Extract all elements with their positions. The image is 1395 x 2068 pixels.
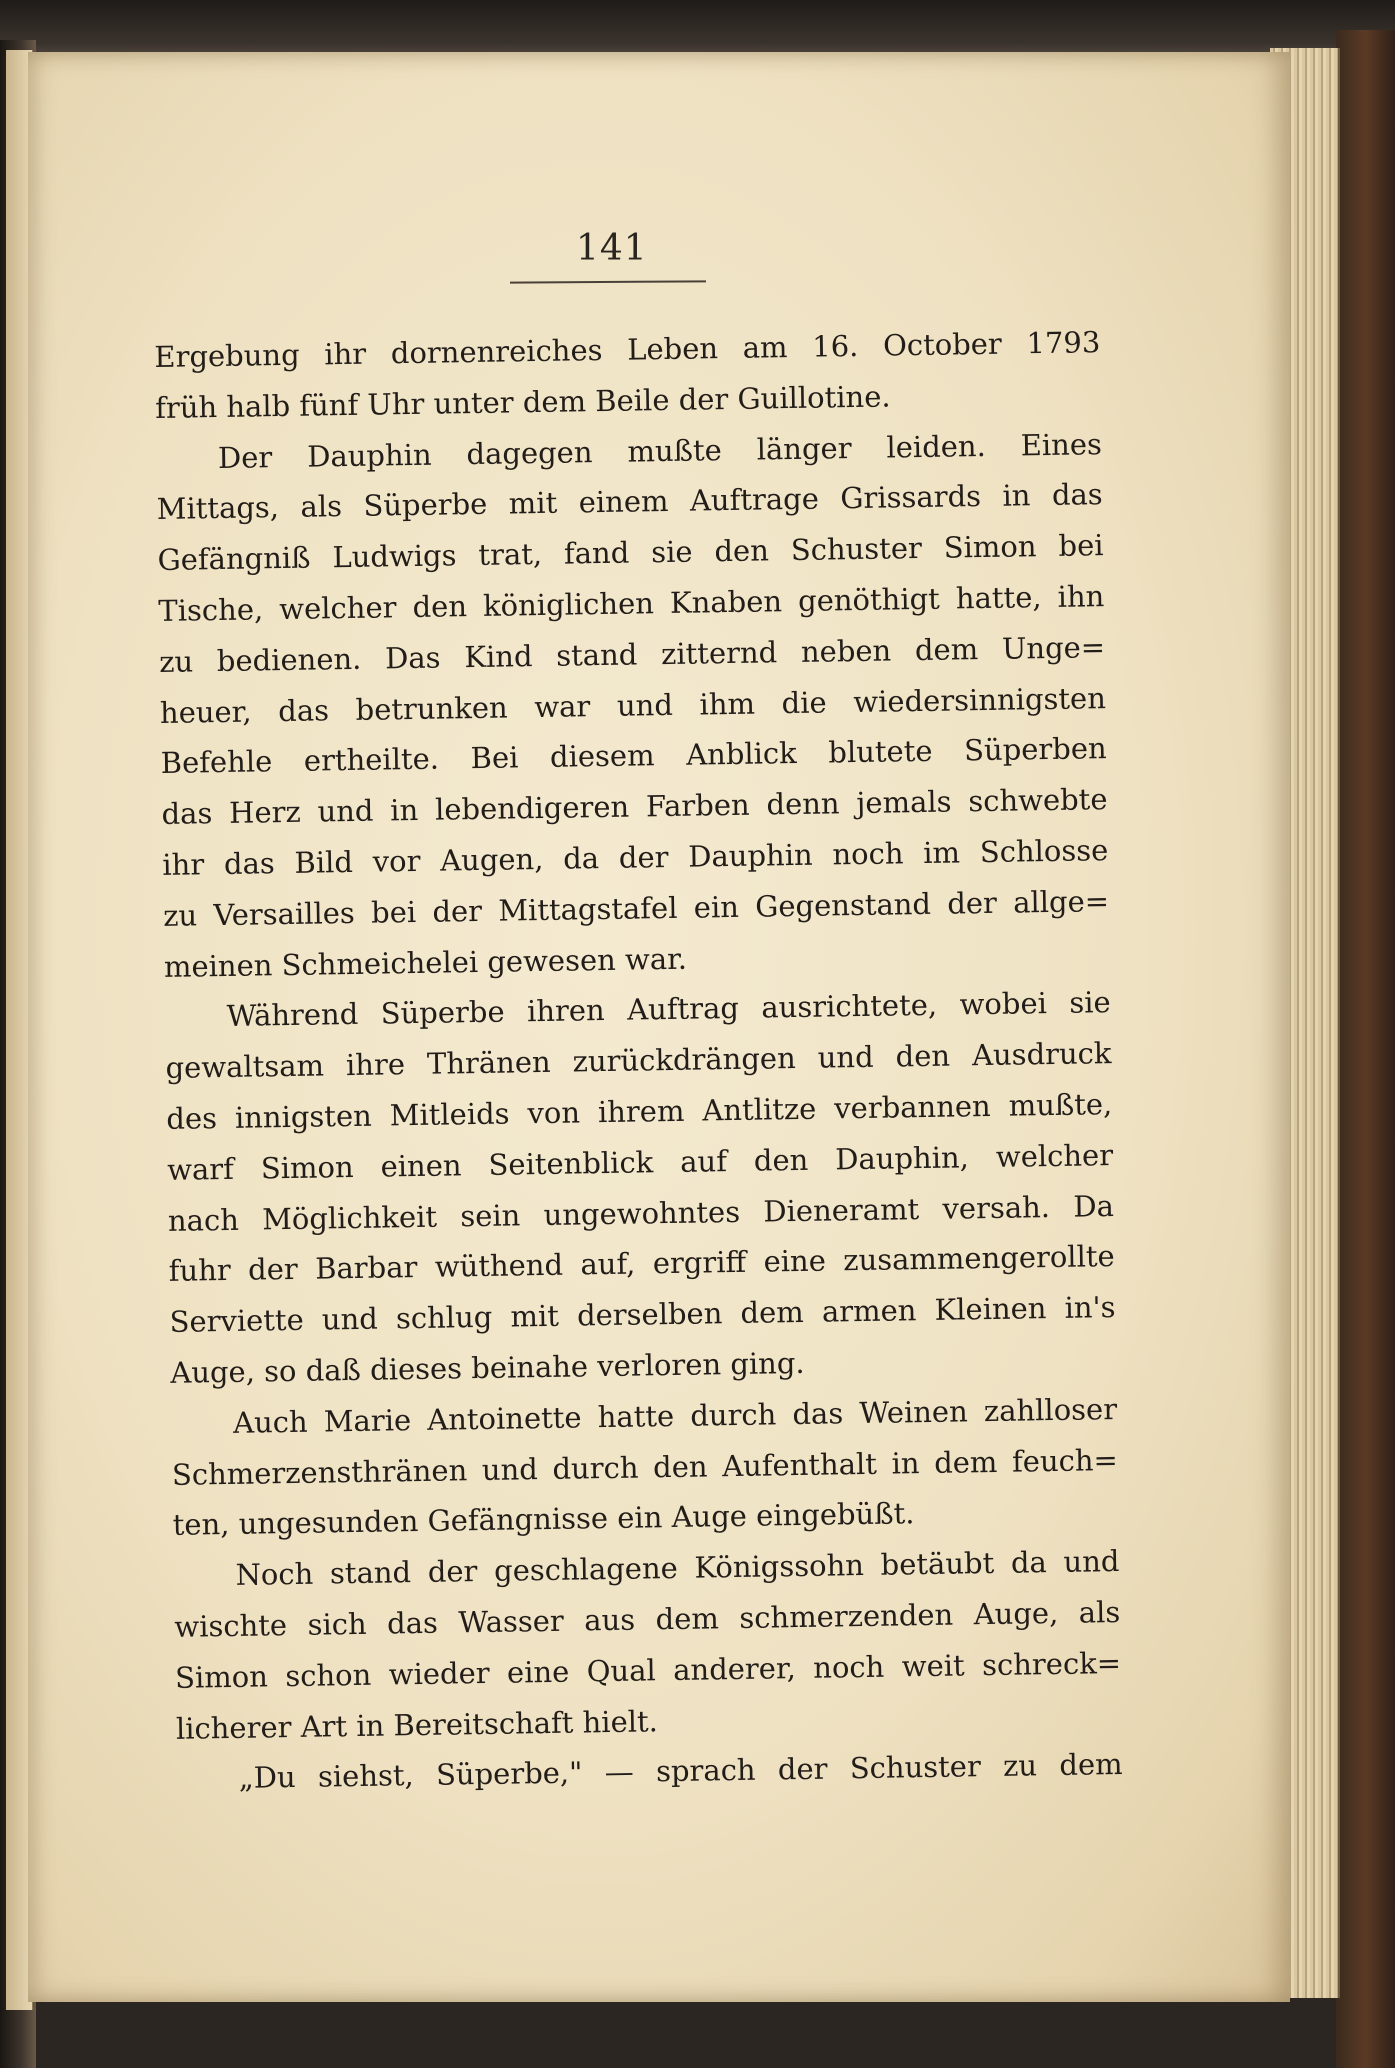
- book-cover-right: [1336, 30, 1395, 2068]
- text-line: ten, ungesunden Gefängnisse ein Auge eingebüßt.: [172, 1496, 915, 1543]
- page-number: 141: [576, 228, 648, 269]
- text-line: wischte sich das Wasser aus dem schmerzenden Auge, als: [174, 1594, 1121, 1644]
- text-line: fuhr der Barbar wüthend auf, ergriff eine zusammengerollte: [168, 1239, 1115, 1289]
- book-page: [28, 52, 1290, 2002]
- text-line: nach Möglichkeit sein ungewohntes Dieneramt versah. Da: [167, 1188, 1115, 1238]
- body-text: [154, 317, 1123, 1805]
- text-line: Während Süperbe ihren Auftrag ausrichtete, wobei sie: [226, 985, 1111, 1034]
- text-line: Der Dauphin dagegen mußte länger leiden. Eines: [217, 426, 1103, 475]
- text-line: Serviette und schlug mit derselben dem armen Kleinen in's: [169, 1290, 1116, 1340]
- text-line: Simon schon wieder eine Qual anderer, noch weit schreck=: [174, 1645, 1122, 1695]
- text-line: des innigsten Mitleids von ihrem Antlitze verbannen mußte,: [166, 1086, 1113, 1136]
- text-line: zu bedienen. Das Kind stand zitternd neben dem Unge=: [158, 629, 1106, 679]
- text-line: meinen Schmeichelei gewesen war.: [163, 941, 688, 984]
- text-line: Mittags, als Süperbe mit einem Auftrage Grissards in das: [156, 477, 1103, 527]
- text-line: licherer Art in Bereitschaft hielt.: [175, 1703, 659, 1746]
- text-line: früh halb fünf Uhr unter dem Beile der Guillotine.: [154, 379, 891, 425]
- text-line: ihr das Bild vor Augen, da der Dauphin noch im Schlosse: [162, 833, 1109, 882]
- text-line: Ergebung ihr dornenreiches Leben am 16. October 1793: [154, 325, 1101, 374]
- header-rule: [510, 280, 706, 283]
- text-line: Schmerzensthränen und durch den Aufenthalt in dem feuch=: [171, 1442, 1119, 1492]
- text-line: heuer, das betrunken war und ihm die wiedersinnigsten: [159, 680, 1107, 730]
- text-line: Auch Marie Antoinette hatte durch das Weinen zahlloser: [232, 1391, 1118, 1440]
- text-line: gewaltsam ihre Thränen zurückdrängen und den Ausdruck: [165, 1036, 1112, 1086]
- text-line: Noch stand der geschlagene Königssohn betäubt da und: [235, 1544, 1120, 1592]
- text-line: warf Simon einen Seitenblick auf den Dauphin, welcher: [166, 1137, 1114, 1187]
- text-line: zu Versailles bei der Mittagstafel ein Gegenstand der allge=: [162, 883, 1110, 933]
- text-line: Tische, welcher den königlichen Knaben genöthigt hatte, ihn: [158, 579, 1105, 628]
- text-line: das Herz und in lebendigeren Farben denn jemals schwebte: [161, 782, 1108, 832]
- text-line: Gefängniß Ludwigs trat, fand sie den Schuster Simon bei: [157, 528, 1104, 578]
- text-line: „Du siehst, Süperbe," — sprach der Schuster zu dem: [238, 1747, 1123, 1796]
- text-line: Befehle ertheilte. Bei diesem Anblick blutete Süperben: [160, 731, 1107, 781]
- text-line: Auge, so daß dieses beinahe verloren ging.: [170, 1345, 805, 1390]
